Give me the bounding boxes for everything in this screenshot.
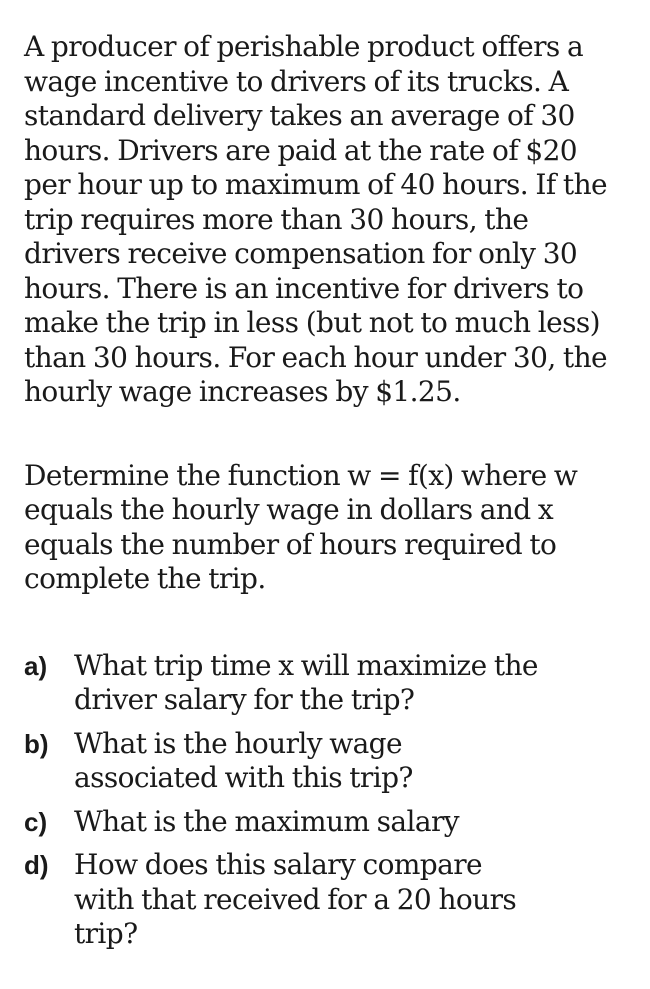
question-label: a) xyxy=(24,650,48,681)
document-page xyxy=(24,30,629,961)
question-item-d xyxy=(24,848,629,952)
question-label: d) xyxy=(24,850,49,880)
problem-task: Determine the function w = f(x) where w equals the hourly wage in dollars and x equals the number of hours required to complete the trip. xyxy=(24,458,578,595)
question-text: What trip time x will maximize the driver salary for the trip? xyxy=(74,648,538,716)
question-label: c) xyxy=(24,806,48,837)
question-text: How does this salary compare with that received for a 20 hours trip? xyxy=(74,848,517,950)
question-text: What is the maximum salary xyxy=(74,804,459,838)
question-item-a xyxy=(24,649,629,718)
question-text: What is the hourly wage associated with this trip? xyxy=(74,726,413,794)
question-item-b xyxy=(24,727,629,796)
problem-intro: A producer of perishable product offers a wage incentive to drivers of its trucks. A standard delivery takes an average of 30 hours. Drivers are paid at the rate of $20 per hour up to maximum of 40 hours. If the trip requires more than 30 hours, the drivers receive compensation for only 30 hours. There is an incentive for drivers to make the trip in less (but not to much less) than 30 hours. For each hour under 30, the hourly wage increases by $1.25. xyxy=(24,30,607,408)
question-list xyxy=(24,649,629,952)
question-item-c xyxy=(24,805,629,840)
question-label: b) xyxy=(24,728,49,759)
